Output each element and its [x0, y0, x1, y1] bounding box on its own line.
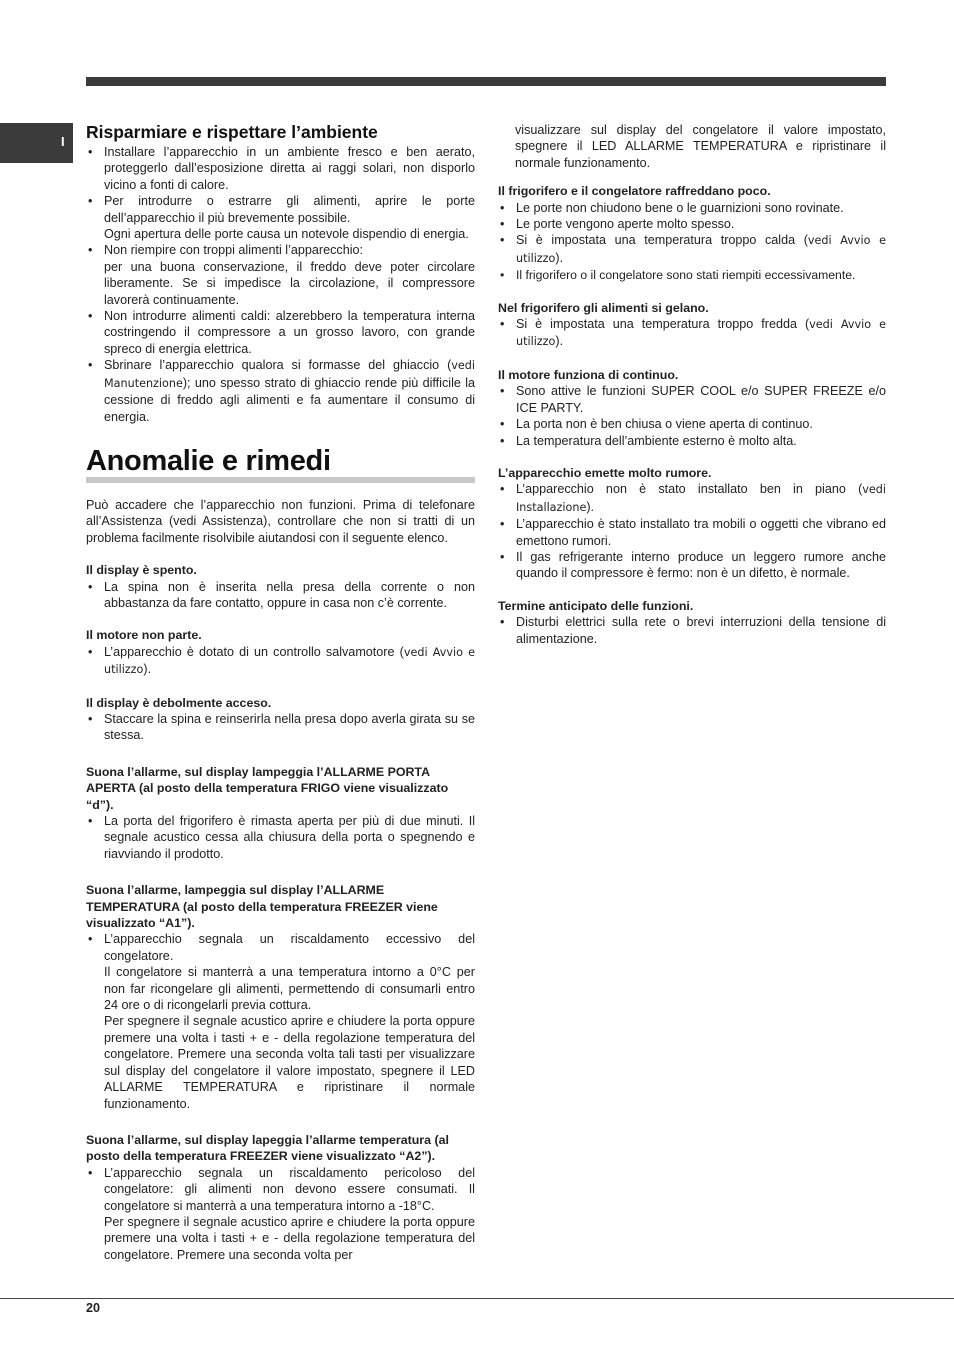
- list-item: • Non riempire con troppi alimenti l’apparecchio: per una buona conservazione, il freddo deve poter circolare liberamente. Se si impedisce la circolazione, il compressore lavorerà continuamente.: [86, 242, 475, 308]
- list-item: • La porta del frigorifero è rimasta aperta per più di due minuti. Il segnale acustico cessa alla chiusura della porta o spegnendo e riavviando il prodotto.: [86, 813, 475, 862]
- list-item: • Installare l’apparecchio in un ambiente fresco e ben aerato, proteggerlo dall’esposizione diretta ai raggi solari, non disporlo vicino a fonti di calore.: [86, 144, 475, 193]
- right-column: [498, 122, 886, 647]
- list-item: • Le porte non chiudono bene o le guarnizioni sono rovinate.: [498, 200, 886, 216]
- section-title-ambiente: Risparmiare e rispettare l’ambiente: [86, 122, 378, 142]
- problem-heading: Il frigorifero e il congelatore raffreddano poco.: [498, 184, 771, 199]
- avvio-ref: vedi Avvio e utilizzo: [104, 645, 476, 677]
- list-item: • Le porte vengono aperte molto spesso.: [498, 216, 886, 232]
- list-item: • L’apparecchio segnala un riscaldamento pericoloso del congelatore: gli alimenti non devono essere consumati. Il congelatore si manterrà a una temperatura intorno a -18°C. Per spegnere il segnale acustico aprire e chiudere la porta oppure premere una volta i tasti + e - della regolazione temperatura del congelatore. Premere una seconda volta per: [86, 1165, 475, 1263]
- footer-rule: [0, 1298, 954, 1299]
- problem-heading: Il motore funziona di continuo.: [498, 367, 679, 382]
- left-column: [86, 122, 475, 1263]
- list-item: • L’apparecchio è stato installato tra mobili o oggetti che vibrano ed emettono rumori.: [498, 516, 886, 549]
- problem-heading: L’apparecchio emette molto rumore.: [498, 465, 712, 480]
- list-item: • Disturbi elettrici sulla rete o brevi interruzioni della tensione di alimentazione.: [498, 614, 886, 647]
- list-item: • Staccare la spina e reinserirla nella presa dopo averla girata su se stessa.: [86, 711, 475, 744]
- list-item: • Si è impostata una temperatura troppo calda (vedi Avvio e utilizzo).: [498, 232, 886, 267]
- list-item: • Non introdurre alimenti caldi: alzerebbero la temperatura interna costringendo il compressore a un grosso lavoro, con grande spreco di energia elettrica.: [86, 308, 475, 357]
- list-item: • L’apparecchio segnala un riscaldamento eccessivo del congelatore. Il congelatore si manterrà a una temperatura intorno a 0°C per non far ricongelare gli alimenti, permettendo di consumarli entro 24 ore o di ricongelarli previa cottura. Per spegnere il segnale acustico aprire e chiudere la porta oppure premere una volta i tasti + e - della regolazione temperatura del congelatore. Premere una seconda volta tali tasti per visualizzare sul display del congelatore il valore impostato, spegnere il LED ALLARME TEMPERATURA e ripristinare il normale funzionamento.: [86, 931, 475, 1111]
- problem-heading: Il motore non parte.: [86, 628, 202, 643]
- avvio-ref: vedi Avvio e utilizzo: [516, 318, 886, 349]
- page-number: 20: [86, 1301, 101, 1315]
- ambiente-list: [86, 144, 475, 425]
- list-item: • Il gas refrigerante interno produce un leggero rumore anche quando il compressore è fermo: non è un difetto, è normale.: [498, 549, 886, 582]
- list-item: • Sono attive le funzioni SUPER COOL e/o SUPER FREEZE e/o ICE PARTY.: [498, 383, 886, 416]
- problem-heading: Suona l’allarme, lampeggia sul display l’ALLARME TEMPERATURA (al posto della temperatura FREEZER viene visualizzato “A1”).: [86, 883, 438, 931]
- problem-heading: Termine anticipato delle funzioni.: [498, 598, 694, 613]
- list-item: • Si è impostata una temperatura troppo fredda (vedi Avvio e utilizzo).: [498, 316, 886, 351]
- intro-text: Può accadere che l’apparecchio non funzioni. Prima di telefonare all’Assistenza (vedi Assistenza), controllare che non si tratti di un problema facilmente risolvibile aiutandosi con il seguente elenco.: [86, 497, 475, 545]
- list-item: • La temperatura dell’ambiente esterno è molto alta.: [498, 433, 886, 449]
- problem-heading: Suona l’allarme, sul display lampeggia l’ALLARME PORTA APERTA (al posto della temperatura FRIGO viene visualizzato “d”).: [86, 764, 449, 812]
- continued-text: visualizzare sul display del congelatore il valore impostato, spegnere il LED ALLARME TEMPERATURA e ripristinare il normale funzionamento.: [515, 123, 886, 170]
- page-title: Anomalie e rimedi: [86, 445, 475, 483]
- manutenzione-ref: vedi Manutenzione: [104, 359, 475, 390]
- list-item: • Sbrinare l’apparecchio qualora si formasse del ghiaccio (vedi Manutenzione); uno spesso strato di ghiaccio rende più difficile la cessione di freddo agli alimenti e fa aumentare il consumo di energia.: [86, 357, 475, 425]
- list-item: • L’apparecchio è dotato di un controllo salvamotore (vedi Avvio e utilizzo).: [86, 644, 475, 679]
- problem-heading: Il display è debolmente acceso.: [86, 695, 272, 710]
- avvio-ref: vedi Avvio e utilizzo: [516, 234, 887, 265]
- list-item: • La porta non è ben chiusa o viene aperta di continuo.: [498, 416, 886, 432]
- list-item: • Il frigorifero o il congelatore sono stati riempiti eccessivamente.: [498, 267, 886, 283]
- list-item: • L’apparecchio non è stato installato ben in piano (vedi Installazione).: [498, 481, 886, 516]
- problem-heading: Suona l’allarme, sul display lapeggia l’allarme temperatura (al posto della temperatura FREEZER viene visualizzato “A2”).: [86, 1132, 449, 1164]
- problem-heading: Nel frigorifero gli alimenti si gelano.: [498, 300, 709, 315]
- installazione-ref: vedi Installazione: [516, 483, 886, 514]
- header-rule: [86, 77, 886, 86]
- language-tab: [0, 123, 73, 163]
- problem-heading: Il display è spento.: [86, 563, 197, 578]
- list-item: • Per introdurre o estrarre gli alimenti, aprire le porte dell’apparecchio il più brevemente possibile. Ogni apertura delle porte causa un notevole dispendio di energia.: [86, 193, 475, 242]
- list-item: • La spina non è inserita nella presa della corrente o non abbastanza da fare contatto, oppure in casa non c’è corrente.: [86, 579, 475, 612]
- language-label: I: [61, 134, 65, 149]
